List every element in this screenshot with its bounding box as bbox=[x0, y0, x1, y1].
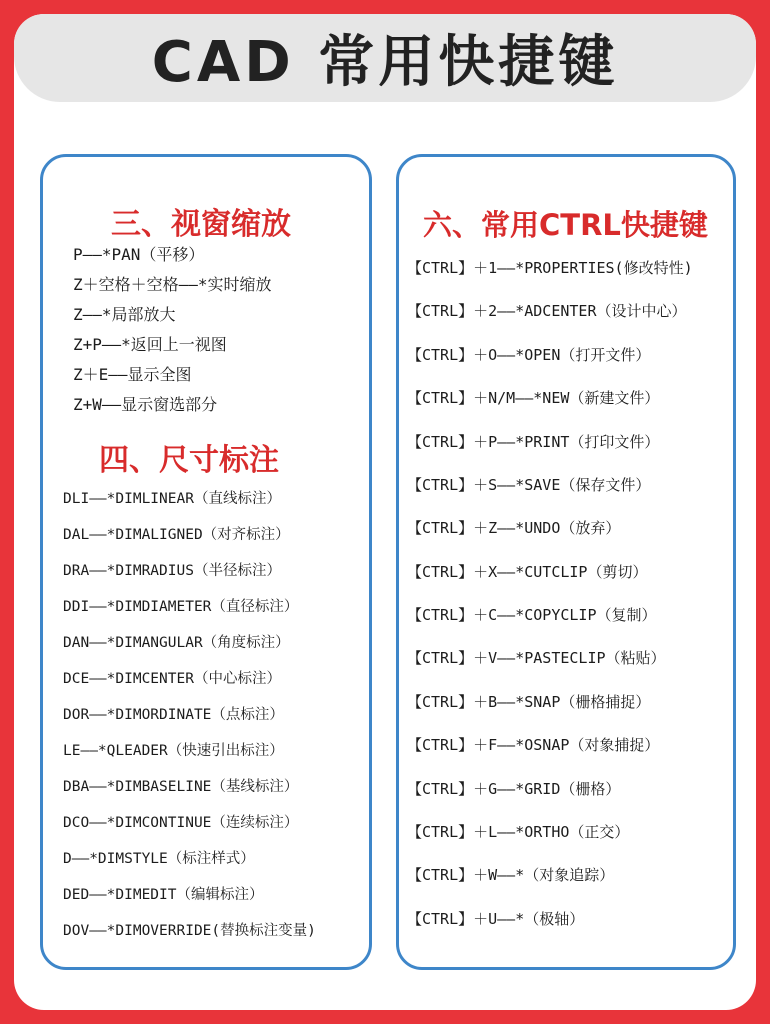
ctrl-heading: 六、常用CTRL快捷键 bbox=[423, 208, 708, 242]
list-item: P——*PAN（平移） bbox=[73, 245, 205, 264]
list-item: DOR——*DIMORDINATE（点标注） bbox=[63, 707, 284, 723]
list-item: 【CTRL】＋B——*SNAP（栅格捕捉） bbox=[407, 693, 651, 711]
list-item: 【CTRL】＋U——*（极轴） bbox=[407, 910, 585, 928]
list-item: 【CTRL】＋V——*PASTECLIP（粘贴） bbox=[407, 649, 666, 667]
list-item: Z+P——*返回上一视图 bbox=[73, 335, 227, 354]
list-item: LE——*QLEADER（快速引出标注） bbox=[63, 743, 284, 759]
list-item: Z——*局部放大 bbox=[73, 305, 176, 324]
list-item: 【CTRL】＋L——*ORTHO（正交） bbox=[407, 823, 630, 841]
list-item: DAL——*DIMALIGNED（对齐标注） bbox=[63, 527, 290, 543]
list-item: 【CTRL】＋Z——*UNDO（放弃） bbox=[407, 519, 621, 537]
page-title: CAD 常用快捷键 bbox=[151, 30, 619, 95]
right-panel bbox=[396, 154, 736, 970]
list-item: DLI——*DIMLINEAR（直线标注） bbox=[63, 491, 281, 507]
list-item: D——*DIMSTYLE（标注样式） bbox=[63, 851, 255, 867]
list-item: 【CTRL】＋2——*ADCENTER（设计中心） bbox=[407, 302, 687, 320]
list-item: 【CTRL】＋S——*SAVE（保存文件） bbox=[407, 476, 651, 494]
list-item: Z＋E——显示全图 bbox=[73, 365, 192, 384]
list-item: Z＋空格＋空格——*实时缩放 bbox=[73, 275, 272, 294]
left-panel bbox=[40, 154, 372, 970]
title-banner bbox=[14, 14, 756, 102]
list-item: DOV——*DIMOVERRIDE(替换标注变量) bbox=[63, 923, 316, 939]
list-item: 【CTRL】＋W——*（对象追踪） bbox=[407, 866, 615, 884]
list-item: DED——*DIMEDIT（编辑标注） bbox=[63, 887, 264, 903]
list-item: DDI——*DIMDIAMETER（直径标注） bbox=[63, 599, 299, 615]
list-item: 【CTRL】＋C——*COPYCLIP（复制） bbox=[407, 606, 657, 624]
list-item: DCE——*DIMCENTER（中心标注） bbox=[63, 671, 281, 687]
list-item: DCO——*DIMCONTINUE（连续标注） bbox=[63, 815, 299, 831]
list-item: 【CTRL】＋G——*GRID（栅格） bbox=[407, 780, 621, 798]
list-item: 【CTRL】＋F——*OSNAP（对象捕捉） bbox=[407, 736, 660, 754]
list-item: DRA——*DIMRADIUS（半径标注） bbox=[63, 563, 281, 579]
view-zoom-heading: 三、视窗缩放 bbox=[111, 207, 291, 242]
list-item: Z+W——显示窗选部分 bbox=[73, 395, 218, 414]
list-item: 【CTRL】＋O——*OPEN（打开文件） bbox=[407, 346, 651, 364]
list-item: 【CTRL】＋P——*PRINT（打印文件） bbox=[407, 433, 660, 451]
list-item: 【CTRL】＋N/M——*NEW（新建文件） bbox=[407, 389, 660, 407]
dimension-heading: 四、尺寸标注 bbox=[99, 443, 279, 478]
list-item: 【CTRL】＋1——*PROPERTIES(修改特性) bbox=[407, 259, 693, 277]
list-item: DAN——*DIMANGULAR（角度标注） bbox=[63, 635, 290, 651]
poster-sheet bbox=[14, 14, 756, 1010]
list-item: DBA——*DIMBASELINE（基线标注） bbox=[63, 779, 299, 795]
list-item: 【CTRL】＋X——*CUTCLIP（剪切） bbox=[407, 563, 648, 581]
